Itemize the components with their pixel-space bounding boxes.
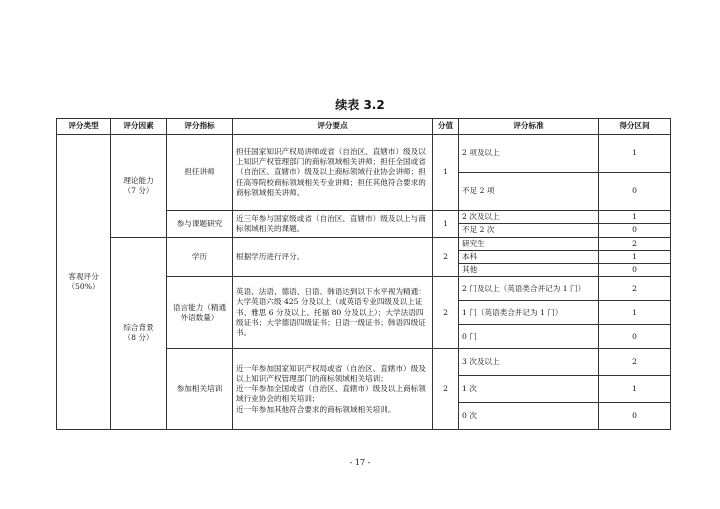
header-row (57, 119, 671, 135)
range-cell: 2 (599, 277, 671, 301)
standard-cell: 0 次 (459, 403, 599, 430)
score-cell: 2 (433, 349, 459, 430)
indicator-cell: 参加相关培训 (167, 349, 233, 430)
standard-cell: 研究生 (459, 237, 599, 250)
range-cell: 1 (599, 301, 671, 325)
range-cell: 1 (599, 135, 671, 173)
standard-cell: 2 项及以上 (459, 135, 599, 173)
factor-score: （7 分） (123, 185, 154, 195)
points-cell: 近一年参加国家知识产权局或省（自治区、直辖市）级及以上知识产权管理部门的商标领域相关培训； 近一年参加全国或省（自治区、直辖市）级及以上商标领域行业协会的相关培训； 近一年参加其他符合要求的商标领域相关培训。 (233, 349, 433, 430)
standard-cell: 不足 2 次 (459, 224, 599, 237)
score-cell: 2 (433, 277, 459, 349)
header-cell: 评分类型 (57, 119, 111, 135)
page-number: - 17 - (349, 458, 371, 467)
header-cell: 评分标准 (459, 119, 599, 135)
points-cell: 近三年参与国家级或省（自治区、直辖市）级及以上与商标领域相关的课题。 (233, 211, 433, 238)
standard-cell: 2 门及以上（英语类合并记为 1 门） (459, 277, 599, 301)
range-cell: 1 (599, 376, 671, 403)
points-cell: 英语、法语、德语、日语、韩语达到以下水平视为精通：大学英语六级 425 分及以上（或英语专业四级及以上证书、雅思 6 分及以上、托福 80 分及以上）；大学法语四级证书；大学德语四级证书；日语一级证书；韩语四级证书。 (233, 277, 433, 349)
category-cell (57, 135, 111, 430)
indicator-cell: 参与课题研究 (167, 211, 233, 238)
category-weight: （50%） (67, 282, 100, 292)
header-cell: 得分区间 (599, 119, 671, 135)
range-cell: 0 (599, 403, 671, 430)
standard-cell: 1 次 (459, 376, 599, 403)
standard-cell: 不足 2 项 (459, 173, 599, 211)
table-title: 续表 3.2 (335, 98, 385, 112)
factor-cell (111, 237, 167, 430)
range-cell: 0 (599, 224, 671, 237)
factor-label: 理论能力 (123, 175, 154, 185)
range-cell: 2 (599, 237, 671, 250)
score-cell: 1 (433, 135, 459, 211)
range-cell: 2 (599, 349, 671, 376)
factor-cell (111, 135, 167, 238)
range-cell: 0 (599, 325, 671, 349)
standard-cell: 本科 (459, 250, 599, 263)
indicator-cell: 语言能力（精通外语数量） (167, 277, 233, 349)
standard-cell: 其他 (459, 264, 599, 277)
standard-cell: 3 次及以上 (459, 349, 599, 376)
header-cell: 评分指标 (167, 119, 233, 135)
standard-cell: 1 门（英语类合并记为 1 门） (459, 301, 599, 325)
table-row (57, 135, 671, 173)
table-row (57, 237, 671, 250)
range-cell: 0 (599, 264, 671, 277)
points-cell: 根据学历进行评分。 (233, 237, 433, 277)
standard-cell: 2 次及以上 (459, 211, 599, 224)
factor-label: 综合背景 (123, 323, 154, 333)
factor-score: （8 分） (123, 333, 154, 343)
scoring-table (56, 118, 671, 430)
indicator-cell: 学历 (167, 237, 233, 277)
indicator-cell: 担任讲师 (167, 135, 233, 211)
points-cell: 担任国家知识产权局讲师或省（自治区、直辖市）级及以上知识产权管理部门的商标领域相关讲师；担任全国或省（自治区、直辖市）级及以上商标领域行业协会讲师；担任高等院校商标领域相关专业讲师；担任其他符合要求的商标领域相关讲师。 (233, 135, 433, 211)
header-cell: 评分因素 (111, 119, 167, 135)
score-cell: 1 (433, 211, 459, 238)
range-cell: 1 (599, 211, 671, 224)
score-cell: 2 (433, 237, 459, 277)
standard-cell: 0 门 (459, 325, 599, 349)
range-cell: 0 (599, 173, 671, 211)
header-cell: 分值 (433, 119, 459, 135)
range-cell: 1 (599, 250, 671, 263)
header-cell: 评分要点 (233, 119, 433, 135)
category-label: 客观评分 (68, 271, 99, 281)
